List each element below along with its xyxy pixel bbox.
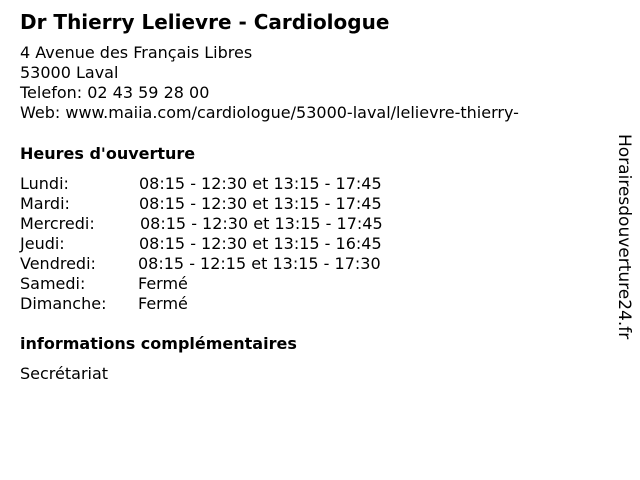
day-label: Lundi: — [20, 174, 69, 193]
day-label: Mercredi: — [20, 214, 95, 233]
time-value: Fermé — [138, 274, 188, 293]
day-label: Vendredi: — [20, 254, 96, 273]
additional-info-text: Secrétariat — [20, 364, 109, 383]
website-link[interactable]: Web: www.maiia.com/cardiologue/53000-laval/lelievre-thierry- — [20, 103, 519, 122]
site-watermark: Horairesdouverture24.fr — [614, 134, 634, 340]
time-value: 08:15 - 12:30 et 13:15 - 16:45 — [139, 234, 382, 253]
city-address: 53000 Laval — [20, 63, 119, 82]
street-address: 4 Avenue des Français Libres — [20, 43, 253, 62]
time-value: Fermé — [138, 294, 188, 313]
time-value: 08:15 - 12:30 et 13:15 - 17:45 — [140, 214, 383, 233]
time-value: 08:15 - 12:30 et 13:15 - 17:45 — [139, 194, 382, 213]
address-block — [20, 43, 519, 123]
day-label: Samedi: — [20, 274, 86, 293]
day-label: Mardi: — [20, 194, 70, 213]
page-title: Dr Thierry Lelievre - Cardiologue — [20, 10, 390, 34]
day-label: Jeudi: — [20, 234, 65, 253]
day-label: Dimanche: — [20, 294, 107, 313]
phone-number: Telefon: 02 43 59 28 00 — [20, 83, 210, 102]
time-value: 08:15 - 12:30 et 13:15 - 17:45 — [139, 174, 382, 193]
opening-hours-heading: Heures d'ouverture — [20, 144, 196, 163]
additional-info-heading: informations complémentaires — [20, 334, 297, 353]
time-value: 08:15 - 12:15 et 13:15 - 17:30 — [138, 254, 381, 273]
